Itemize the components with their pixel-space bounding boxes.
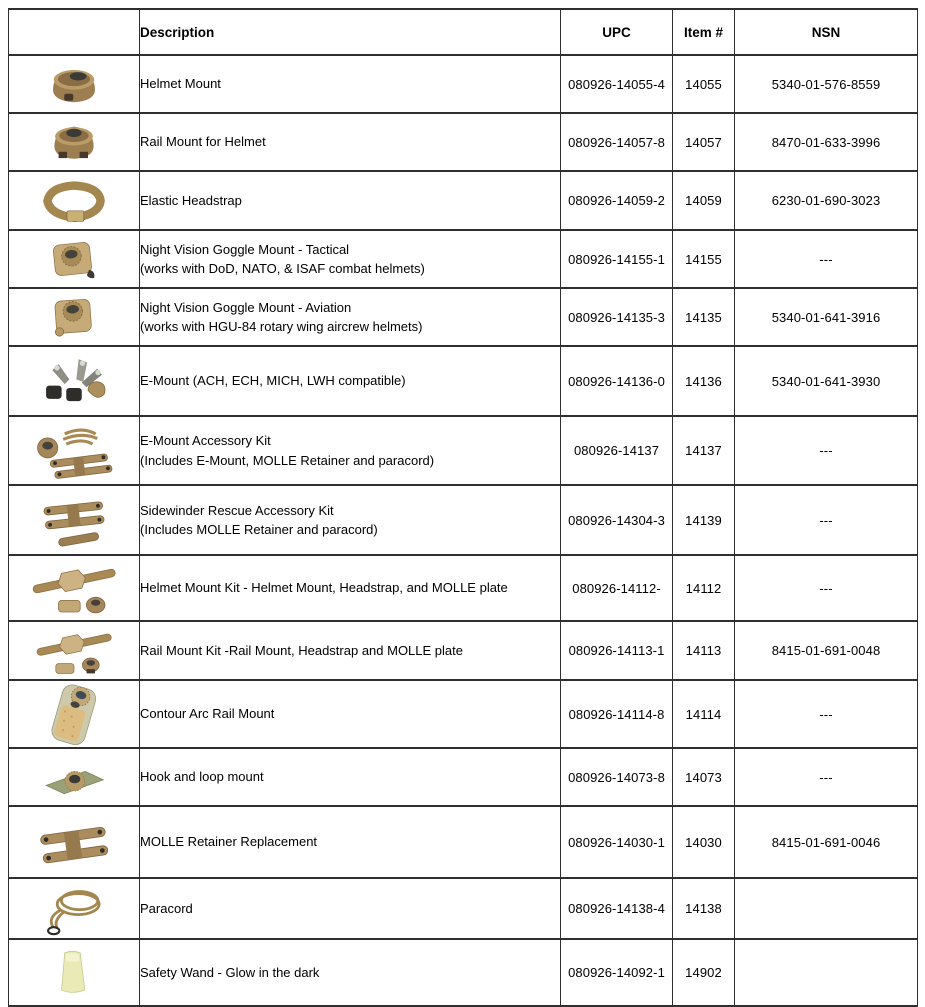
item-number-cell bbox=[673, 346, 735, 416]
table-row bbox=[9, 878, 918, 939]
item-number-cell bbox=[673, 288, 735, 346]
product-image-cell bbox=[9, 288, 140, 346]
elastic-headstrap-image bbox=[9, 173, 139, 229]
nsn-value: --- bbox=[819, 580, 833, 596]
table-row bbox=[9, 288, 918, 346]
product-image-cell bbox=[9, 621, 140, 680]
item-value: 14030 bbox=[685, 834, 722, 850]
nsn-cell bbox=[735, 806, 918, 878]
molle-retainer-image bbox=[9, 811, 139, 873]
item-value: 14902 bbox=[685, 965, 722, 980]
description-cell bbox=[140, 346, 561, 416]
table-row bbox=[9, 555, 918, 621]
upc-value: 080926-14137 bbox=[573, 443, 660, 458]
safety-wand-image bbox=[9, 942, 139, 1004]
item-value: 14114 bbox=[685, 706, 722, 722]
description-line: (Includes MOLLE Retainer and paracord) bbox=[140, 522, 378, 537]
nsn-cell bbox=[735, 346, 918, 416]
e-mount-accessory-kit-image bbox=[9, 420, 139, 482]
upc-cell bbox=[561, 288, 673, 346]
rail-mount-image bbox=[9, 114, 139, 170]
nsn-value: 8415-01-691-0048 bbox=[771, 643, 881, 658]
e-mount-image bbox=[9, 350, 139, 412]
nsn-value: --- bbox=[819, 706, 833, 722]
nsn-value: --- bbox=[819, 512, 833, 528]
table-row bbox=[9, 485, 918, 555]
description-line: Rail Mount Kit -Rail Mount, Headstrap and MOLLE plate bbox=[140, 642, 463, 658]
description-line: MOLLE Retainer Replacement bbox=[140, 834, 318, 850]
upc-cell bbox=[561, 55, 673, 113]
table-row bbox=[9, 171, 918, 230]
table-row bbox=[9, 680, 918, 748]
hook-and-loop-mount-image bbox=[9, 749, 139, 805]
product-image-cell bbox=[9, 485, 140, 555]
description-cell bbox=[140, 806, 561, 878]
description-cell bbox=[140, 621, 561, 680]
upc-value: 080926-14059-2 bbox=[568, 193, 665, 208]
upc-cell bbox=[561, 806, 673, 878]
item-number-cell bbox=[673, 485, 735, 555]
nsn-cell bbox=[735, 55, 918, 113]
upc-cell bbox=[561, 555, 673, 621]
item-value: 14073 bbox=[685, 769, 722, 785]
item-value: 14136 bbox=[685, 373, 722, 389]
description-cell bbox=[140, 748, 561, 806]
upc-cell bbox=[561, 621, 673, 680]
description-cell bbox=[140, 171, 561, 230]
product-image-cell bbox=[9, 55, 140, 113]
contour-arc-rail-mount-image bbox=[9, 683, 139, 745]
item-number-cell bbox=[673, 55, 735, 113]
item-value: 14137 bbox=[685, 443, 722, 458]
product-image-cell bbox=[9, 748, 140, 806]
header-nsn: NSN bbox=[735, 9, 918, 55]
table-row bbox=[9, 416, 918, 485]
description-line: Night Vision Goggle Mount - Aviation bbox=[140, 299, 352, 315]
description-cell bbox=[140, 485, 561, 555]
upc-cell bbox=[561, 680, 673, 748]
table-row bbox=[9, 55, 918, 113]
sidewinder-rescue-kit-image bbox=[9, 489, 139, 551]
product-image-cell bbox=[9, 555, 140, 621]
nsn-cell bbox=[735, 878, 918, 939]
nsn-value: 5340-01-641-3930 bbox=[771, 373, 881, 389]
item-value: 14135 bbox=[685, 309, 722, 325]
description-cell bbox=[140, 113, 561, 171]
description-line: (works with DoD, NATO, & ISAF combat helmets) bbox=[140, 261, 425, 276]
upc-cell bbox=[561, 171, 673, 230]
upc-cell bbox=[561, 346, 673, 416]
upc-cell bbox=[561, 416, 673, 485]
item-value: 14059 bbox=[685, 193, 722, 208]
description-cell bbox=[140, 288, 561, 346]
item-number-cell bbox=[673, 555, 735, 621]
nsn-cell bbox=[735, 416, 918, 485]
description-line: Elastic Headstrap bbox=[140, 192, 242, 208]
item-value: 14055 bbox=[685, 76, 722, 92]
description-line: (Includes E-Mount, MOLLE Retainer and paracord) bbox=[140, 452, 435, 468]
upc-value: 080926-14114-8 bbox=[568, 706, 665, 722]
item-value: 14138 bbox=[685, 901, 722, 916]
description-cell bbox=[140, 55, 561, 113]
table-row bbox=[9, 806, 918, 878]
upc-value: 080926-14055-4 bbox=[568, 76, 665, 92]
product-image-cell bbox=[9, 878, 140, 939]
description-line: Rail Mount for Helmet bbox=[140, 134, 266, 150]
product-image-cell bbox=[9, 346, 140, 416]
nsn-value: --- bbox=[819, 251, 833, 267]
upc-value: 080926-14113-1 bbox=[568, 643, 665, 658]
nsn-cell bbox=[735, 939, 918, 1006]
table-row bbox=[9, 113, 918, 171]
item-number-cell bbox=[673, 748, 735, 806]
item-value: 14113 bbox=[685, 643, 722, 658]
nsn-cell bbox=[735, 485, 918, 555]
header-row bbox=[9, 9, 918, 55]
nvg-mount-aviation-image bbox=[9, 289, 139, 345]
nsn-cell bbox=[735, 621, 918, 680]
product-table bbox=[8, 8, 918, 1007]
upc-value: 080926-14136-0 bbox=[568, 373, 665, 389]
item-number-cell bbox=[673, 806, 735, 878]
helmet-mount-kit-image bbox=[9, 557, 139, 619]
item-number-cell bbox=[673, 113, 735, 171]
description-cell bbox=[140, 878, 561, 939]
item-number-cell bbox=[673, 878, 735, 939]
item-number-cell bbox=[673, 939, 735, 1006]
description-line: Helmet Mount Kit - Helmet Mount, Headstrap, and MOLLE plate bbox=[140, 580, 508, 596]
description-line: Paracord bbox=[140, 900, 193, 916]
description-line: Hook and loop mount bbox=[140, 769, 264, 785]
description-line: Sidewinder Rescue Accessory Kit bbox=[140, 502, 334, 518]
nsn-cell bbox=[735, 748, 918, 806]
upc-value: 080926-14304-3 bbox=[568, 512, 665, 528]
nvg-mount-tactical-image bbox=[9, 231, 139, 287]
header-image-cell bbox=[9, 9, 140, 55]
item-number-cell bbox=[673, 171, 735, 230]
product-image-cell bbox=[9, 806, 140, 878]
header-description: Description bbox=[140, 9, 561, 55]
product-image-cell bbox=[9, 680, 140, 748]
rail-mount-kit-image bbox=[9, 623, 139, 679]
nsn-value: 8470-01-633-3996 bbox=[771, 134, 881, 150]
table-row bbox=[9, 346, 918, 416]
item-number-cell bbox=[673, 416, 735, 485]
item-value: 14139 bbox=[685, 512, 722, 528]
item-number-cell bbox=[673, 680, 735, 748]
upc-value: 080926-14112- bbox=[572, 580, 661, 596]
item-value: 14155 bbox=[685, 251, 722, 267]
header-item-number: Item # bbox=[673, 9, 735, 55]
upc-cell bbox=[561, 748, 673, 806]
table-row bbox=[9, 621, 918, 680]
table-row bbox=[9, 748, 918, 806]
nsn-value: 6230-01-690-3023 bbox=[771, 193, 881, 208]
nsn-value: 5340-01-641-3916 bbox=[771, 309, 881, 325]
nsn-value: 5340-01-576-8559 bbox=[771, 76, 881, 92]
paracord-image bbox=[9, 881, 139, 937]
description-line: E-Mount Accessory Kit bbox=[140, 433, 271, 448]
upc-value: 080926-14138-4 bbox=[568, 901, 665, 916]
upc-cell bbox=[561, 485, 673, 555]
helmet-mount-image bbox=[9, 56, 139, 112]
description-line: (works with HGU-84 rotary wing aircrew helmets) bbox=[140, 319, 423, 334]
upc-cell bbox=[561, 230, 673, 288]
upc-cell bbox=[561, 113, 673, 171]
product-image-cell bbox=[9, 171, 140, 230]
upc-value: 080926-14073-8 bbox=[568, 769, 665, 785]
description-cell bbox=[140, 680, 561, 748]
table-row bbox=[9, 939, 918, 1006]
description-cell bbox=[140, 555, 561, 621]
description-line: Contour Arc Rail Mount bbox=[140, 706, 275, 722]
product-image-cell bbox=[9, 113, 140, 171]
description-line: Helmet Mount bbox=[140, 76, 221, 92]
nsn-value: --- bbox=[819, 769, 833, 785]
nsn-cell bbox=[735, 171, 918, 230]
description-cell bbox=[140, 230, 561, 288]
description-cell bbox=[140, 939, 561, 1006]
description-cell bbox=[140, 416, 561, 485]
item-number-cell bbox=[673, 230, 735, 288]
upc-cell bbox=[561, 878, 673, 939]
nsn-cell bbox=[735, 230, 918, 288]
upc-value: 080926-14030-1 bbox=[568, 834, 665, 850]
item-value: 14057 bbox=[685, 134, 722, 150]
upc-value: 080926-14155-1 bbox=[568, 251, 665, 267]
product-image-cell bbox=[9, 230, 140, 288]
header-upc: UPC bbox=[561, 9, 673, 55]
table-row bbox=[9, 230, 918, 288]
item-number-cell bbox=[673, 621, 735, 680]
item-value: 14112 bbox=[685, 580, 722, 596]
description-line: Safety Wand - Glow in the dark bbox=[140, 964, 320, 980]
description-line: E-Mount (ACH, ECH, MICH, LWH compatible) bbox=[140, 373, 406, 389]
product-image-cell bbox=[9, 939, 140, 1006]
nsn-value: --- bbox=[819, 443, 833, 458]
nsn-cell bbox=[735, 680, 918, 748]
nsn-value: 8415-01-691-0046 bbox=[771, 834, 881, 850]
upc-value: 080926-14135-3 bbox=[568, 309, 665, 325]
description-line: Night Vision Goggle Mount - Tactical bbox=[140, 241, 350, 257]
nsn-cell bbox=[735, 555, 918, 621]
nsn-cell bbox=[735, 113, 918, 171]
upc-value: 080926-14057-8 bbox=[568, 134, 665, 150]
upc-value: 080926-14092-1 bbox=[568, 965, 665, 980]
upc-cell bbox=[561, 939, 673, 1006]
nsn-cell bbox=[735, 288, 918, 346]
product-image-cell bbox=[9, 416, 140, 485]
